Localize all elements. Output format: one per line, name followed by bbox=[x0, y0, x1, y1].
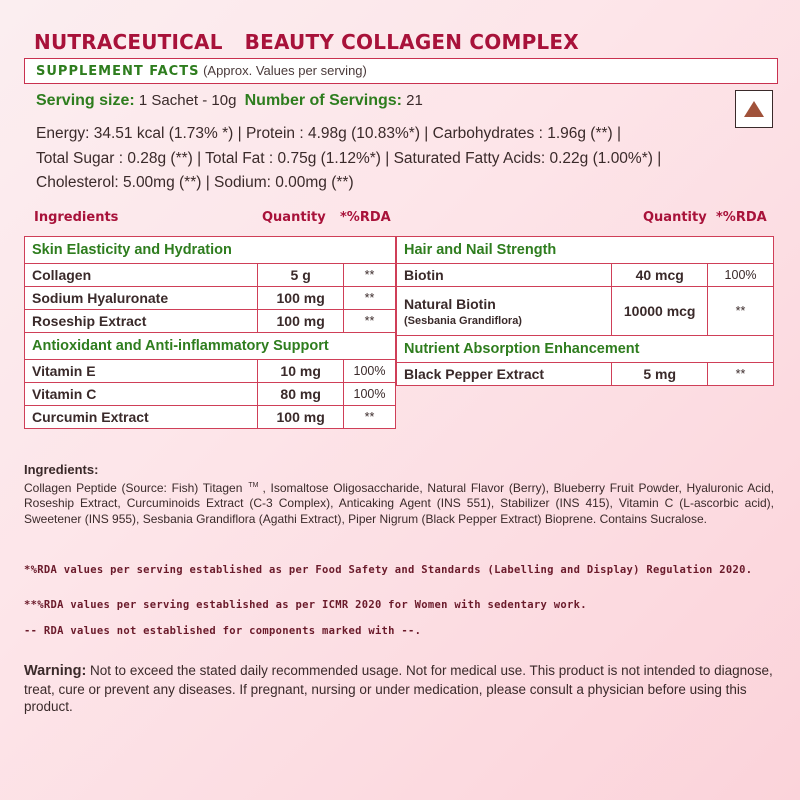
section-row bbox=[397, 237, 774, 264]
ingredient-name: Vitamin C bbox=[25, 383, 258, 406]
ingredient-rda: ** bbox=[344, 287, 396, 310]
ingredient-quantity: 100 mg bbox=[258, 287, 344, 310]
section-antioxidant: Antioxidant and Anti-inflammatory Support bbox=[25, 333, 396, 360]
section-hair-nail: Hair and Nail Strength bbox=[397, 237, 774, 264]
table-row bbox=[397, 264, 774, 287]
brand-name: NUTRACEUTICAL bbox=[34, 30, 223, 54]
ingredient-rda: ** bbox=[344, 264, 396, 287]
section-row bbox=[397, 336, 774, 363]
table-row bbox=[25, 287, 396, 310]
ingredient-quantity: 5 mg bbox=[612, 363, 708, 386]
ingredient-name: Black Pepper Extract bbox=[397, 363, 612, 386]
servings-count-value: 21 bbox=[406, 92, 423, 109]
ingredient-name: Roseship Extract bbox=[25, 310, 258, 333]
warning-body: Not to exceed the stated daily recommended usage. Not for medical use. This product is not intended to diagnose, treat, cure or prevent any diseases. If pregnant, nursing or under medication, please consult a physician before using this product. bbox=[24, 663, 773, 714]
table-row bbox=[25, 310, 396, 333]
serving-size-label: Serving size: bbox=[36, 92, 135, 109]
rda-column-header-right: *%RDA bbox=[716, 210, 767, 225]
ingredient-rda: ** bbox=[708, 363, 774, 386]
ingredient-rda: 100% bbox=[708, 264, 774, 287]
ingredient-quantity: 5 g bbox=[258, 264, 344, 287]
section-skin-elasticity: Skin Elasticity and Hydration bbox=[25, 237, 396, 264]
table-row bbox=[25, 360, 396, 383]
ingredient-quantity: 80 mg bbox=[258, 383, 344, 406]
rda-column-header: *%RDA bbox=[340, 210, 391, 225]
nutrition-line-1: Energy: 34.51 kcal (1.73% *) | Protein : 4.98g (10.83%*) | Carbohydrates : 1.96g (**) | bbox=[36, 125, 622, 142]
servings-count-label: Number of Servings: bbox=[244, 92, 402, 109]
supplement-facts-title: SUPPLEMENT FACTS bbox=[36, 64, 200, 79]
ingredient-rda: 100% bbox=[344, 360, 396, 383]
ingredient-name-cell bbox=[397, 287, 612, 336]
right-ingredients-table bbox=[396, 236, 774, 386]
ingredients-list bbox=[24, 462, 774, 527]
ingredient-name: Curcumin Extract bbox=[25, 406, 258, 429]
supplement-facts-bar bbox=[24, 58, 778, 84]
table-row bbox=[25, 264, 396, 287]
serving-info bbox=[36, 92, 423, 110]
ingredient-rda: ** bbox=[344, 310, 396, 333]
section-row bbox=[25, 333, 396, 360]
ingredient-name: Collagen bbox=[25, 264, 258, 287]
rda-note-2: **%RDA values per serving established as per ICMR 2020 for Women with sedentary work. bbox=[24, 599, 587, 611]
rda-note-3: -- RDA values not established for components marked with --. bbox=[24, 625, 422, 637]
ingredient-quantity: 100 mg bbox=[258, 310, 344, 333]
ingredient-rda: 100% bbox=[344, 383, 396, 406]
ingredient-source: (Sesbania Grandiflora) bbox=[404, 314, 522, 327]
nutrition-line-2: Total Sugar : 0.28g (**) | Total Fat : 0.75g (1.12%*) | Saturated Fatty Acids: 0.22g (1.00%*) | bbox=[36, 149, 662, 167]
section-row bbox=[25, 237, 396, 264]
nutrition-summary bbox=[36, 122, 756, 196]
ingredient-rda: ** bbox=[708, 287, 774, 336]
section-absorption: Nutrient Absorption Enhancement bbox=[397, 336, 774, 363]
quantity-column-header-right: Quantity bbox=[643, 210, 707, 225]
product-name: BEAUTY COLLAGEN COMPLEX bbox=[244, 30, 579, 54]
table-row bbox=[397, 363, 774, 386]
ingredient-name: Natural Biotin bbox=[404, 295, 496, 312]
rda-note-1: *%RDA values per serving established as per Food Safety and Standards (Labelling and Display) Regulation 2020. bbox=[24, 564, 753, 576]
ingredient-name: Biotin bbox=[397, 264, 612, 287]
table-row bbox=[397, 287, 774, 336]
trademark-mark: TM bbox=[248, 481, 259, 489]
ingredient-quantity: 10 mg bbox=[258, 360, 344, 383]
ingredient-name: Sodium Hyaluronate bbox=[25, 287, 258, 310]
ingredient-rda: ** bbox=[344, 406, 396, 429]
table-row bbox=[25, 406, 396, 429]
supplement-facts-subtitle: (Approx. Values per serving) bbox=[203, 63, 367, 78]
ingredients-text-part1: Collagen Peptide (Source: Fish) Titagen bbox=[24, 480, 243, 495]
ingredient-name: Vitamin E bbox=[25, 360, 258, 383]
nutrition-line-3: Cholesterol: 5.00mg (**) | Sodium: 0.00mg (**) bbox=[36, 174, 354, 191]
ingredient-quantity: 100 mg bbox=[258, 406, 344, 429]
serving-size-value: 1 Sachet - 10g bbox=[138, 92, 237, 109]
ingredients-text-part2: , Isomaltose Oligosaccharide, Natural Flavor (Berry), Blueberry Fruit Powder, Hyaluronic Acid, Roseship Extract, Curcuminoids Extract (C-3 Complex), Anticaking Agent (INS 551), Stabilizer (INS 415), Vitamin C (L-ascorbic acid), Sweetener (INS 955), Sesbania Grandiflora (Agathi Extract), Piper Nigrum (Black Pepper Extract) Bioprene. Contains Sucralose. bbox=[24, 480, 774, 526]
table-row bbox=[25, 383, 396, 406]
quantity-column-header: Quantity bbox=[262, 210, 326, 225]
warning-text bbox=[24, 662, 776, 716]
ingredient-quantity: 40 mcg bbox=[612, 264, 708, 287]
ingredients-column-header: Ingredients bbox=[34, 210, 119, 225]
warning-label: Warning: bbox=[24, 663, 87, 679]
product-header bbox=[34, 30, 579, 54]
ingredient-quantity: 10000 mcg bbox=[612, 287, 708, 336]
left-ingredients-table bbox=[24, 236, 396, 429]
ingredients-heading: Ingredients: bbox=[24, 462, 99, 477]
